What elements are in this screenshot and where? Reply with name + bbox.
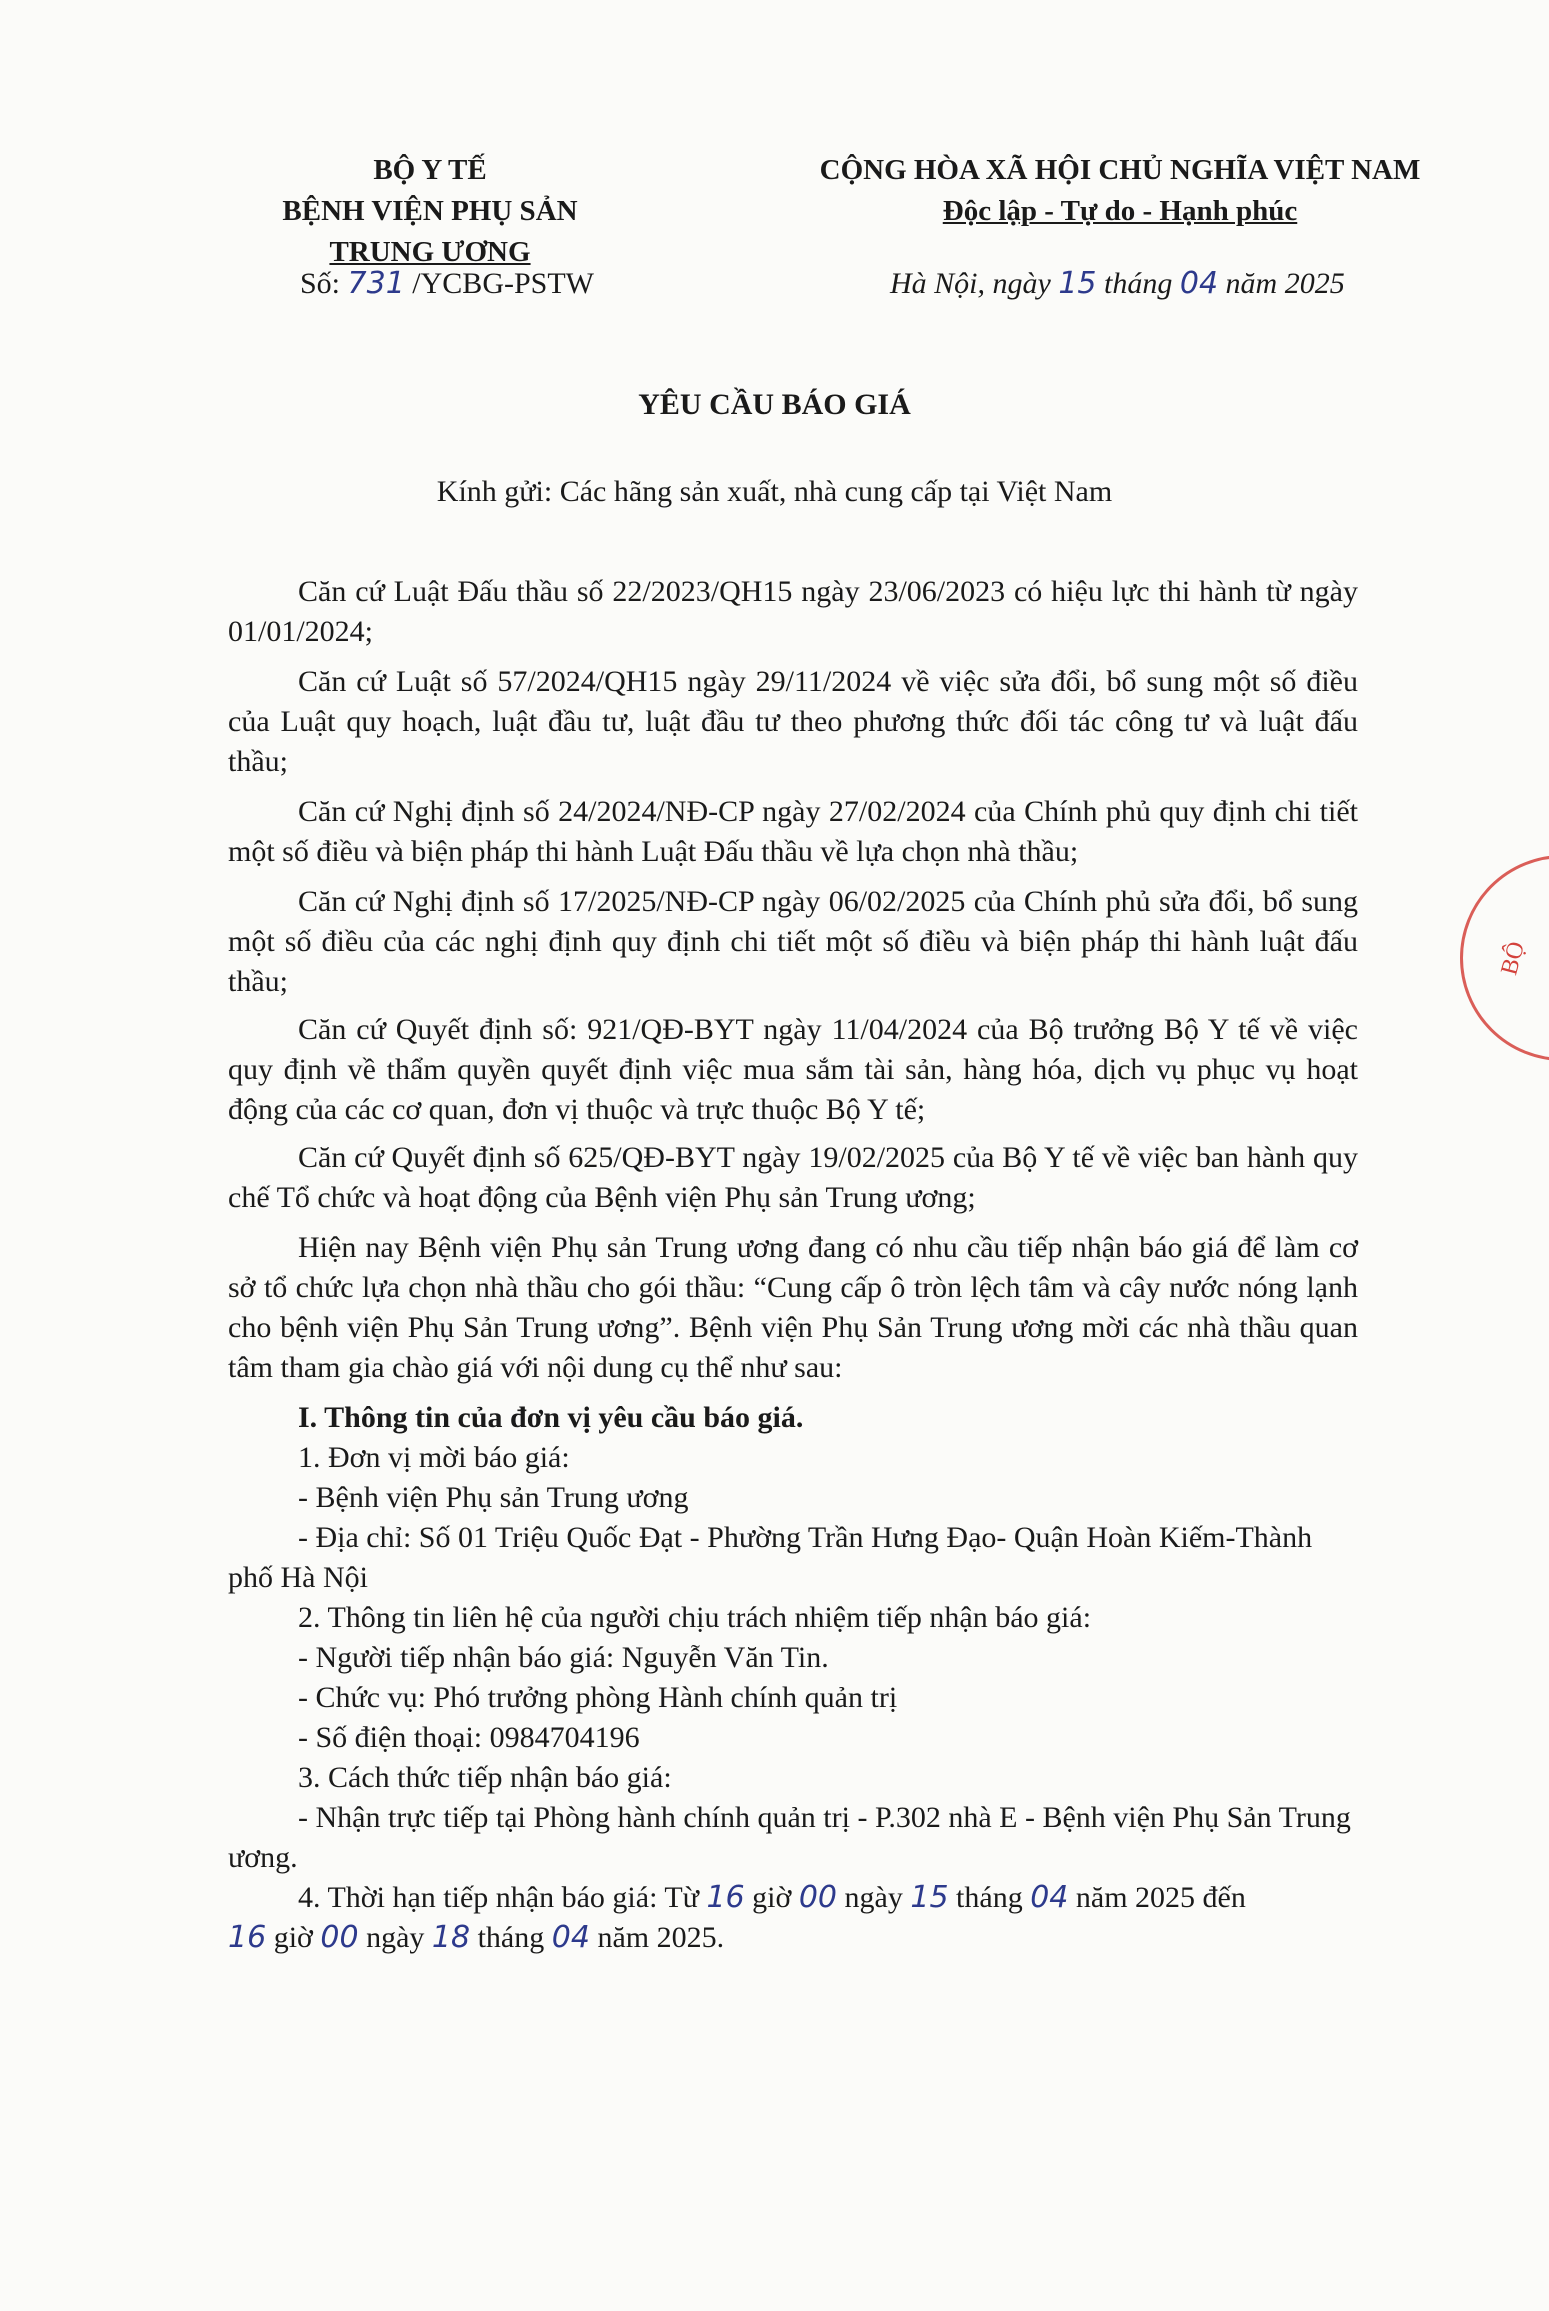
date-place: Hà Nội, ngày xyxy=(890,267,1051,300)
ref-suffix: /YCBG-PSTW xyxy=(412,267,594,300)
legal-basis-paragraph: Căn cứ Luật số 57/2024/QH15 ngày 29/11/2024 về việc sửa đổi, bổ sung một số điều của Luật quy hoạch, luật đầu tư, luật đầu tư theo phương thức đối tác công tư và luật đấu thầu; xyxy=(228,665,1358,778)
list-item: 3. Cách thức tiếp nhận báo giá: xyxy=(298,1761,672,1794)
issuer-header xyxy=(230,150,630,273)
deadline-thang-label: tháng xyxy=(956,1881,1023,1914)
date-month: 04 xyxy=(1179,266,1219,301)
legal-basis-paragraph: Căn cứ Nghị định số 17/2025/NĐ-CP ngày 06/02/2025 của Chính phủ sửa đổi, bổ sung một số điều của các nghị định quy định chi tiết một số điều và biện pháp thi hành luật đấu thầu; xyxy=(228,885,1358,998)
deadline-from-day: 15 xyxy=(910,1880,949,1915)
section-heading: I. Thông tin của đơn vị yêu cầu báo giá. xyxy=(298,1401,804,1434)
list-item: - Số điện thoại: 0984704196 xyxy=(298,1721,640,1754)
greeting: Kính gửi: Các hãng sản xuất, nhà cung cấp tại Việt Nam xyxy=(436,475,1113,508)
deadline-to-month: 04 xyxy=(551,1920,590,1955)
document-reference xyxy=(300,266,594,301)
list-item: - Người tiếp nhận báo giá: Nguyễn Văn Tin. xyxy=(298,1641,829,1674)
list-item: 1. Đơn vị mời báo giá: xyxy=(298,1441,570,1474)
list-item: 2. Thông tin liên hệ của người chịu trách nhiệm tiếp nhận báo giá: xyxy=(298,1601,1092,1634)
list-item: - Nhận trực tiếp tại Phòng hành chính quản trị - P.302 nhà E - Bệnh viện Phụ Sản Trung ương. xyxy=(228,1801,1351,1874)
hospital-name-line2: TRUNG ƯƠNG xyxy=(329,236,531,268)
deadline-from-hour: 16 xyxy=(706,1880,745,1915)
deadline-gio-label: giờ xyxy=(752,1881,792,1914)
date-year: năm 2025 xyxy=(1225,267,1345,300)
date-day: 15 xyxy=(1058,266,1097,301)
deadline-from-minute: 00 xyxy=(798,1880,838,1915)
deadline-gio-label: giờ xyxy=(273,1921,313,1954)
deadline-to-minute: 00 xyxy=(320,1920,359,1955)
invitation-paragraph: Hiện nay Bệnh viện Phụ sản Trung ương đang có nhu cầu tiếp nhận báo giá để làm cơ sở tổ chức lựa chọn nhà thầu cho gói thầu: “Cung cấp ô tròn lệch tâm và cây nước nóng lạnh cho bệnh viện Phụ Sản Trung ương”. Bệnh viện Phụ Sản Trung ương mời các nhà thầu quan tâm tham gia chào giá với nội dung cụ thể như sau: xyxy=(228,1231,1358,1384)
deadline-ngay-label: ngày xyxy=(366,1921,425,1954)
deadline-line-end xyxy=(228,1918,1358,1958)
list-item: - Bệnh viện Phụ sản Trung ương xyxy=(298,1481,689,1514)
list-item: - Địa chỉ: Số 01 Triệu Quốc Đạt - Phường Trần Hưng Đạo- Quận Hoàn Kiếm-Thành phố Hà Nội xyxy=(228,1521,1313,1594)
deadline-to-day: 18 xyxy=(431,1920,471,1955)
deadline-to-hour: 16 xyxy=(228,1920,267,1955)
ref-prefix: Số: xyxy=(300,267,341,300)
legal-basis-paragraph: Căn cứ Nghị định số 24/2024/NĐ-CP ngày 27/02/2024 của Chính phủ quy định chi tiết một số điều và biện pháp thi hành Luật Đấu thầu về lựa chọn nhà thầu; xyxy=(228,795,1358,868)
ref-number-handwritten: 731 xyxy=(347,266,405,301)
document-date xyxy=(890,266,1345,301)
hospital-name-line1: BỆNH VIỆN PHỤ SẢN xyxy=(282,195,578,227)
legal-basis-paragraph: Căn cứ Luật Đấu thầu số 22/2023/QH15 ngày 23/06/2023 có hiệu lực thi hành từ ngày 01/01/2024; xyxy=(228,575,1358,648)
deadline-from-year: năm 2025 đến xyxy=(1075,1881,1246,1914)
document-title: YÊU CẦU BÁO GIÁ xyxy=(638,388,911,421)
deadline-thang-label: tháng xyxy=(477,1921,545,1954)
deadline-line xyxy=(228,1878,1358,1918)
deadline-prefix: 4. Thời hạn tiếp nhận báo giá: Từ xyxy=(298,1881,699,1914)
national-motto: Độc lập - Tự do - Hạnh phúc xyxy=(942,195,1298,227)
deadline-to-year: năm 2025. xyxy=(597,1921,725,1954)
deadline-from-month: 04 xyxy=(1030,1880,1069,1915)
legal-basis-paragraph: Căn cứ Quyết định số 625/QĐ-BYT ngày 19/02/2025 của Bộ Y tế về việc ban hành quy chế Tổ chức và hoạt động của Bệnh viện Phụ sản Trung ương; xyxy=(228,1141,1358,1214)
list-item: - Chức vụ: Phó trưởng phòng Hành chính quản trị xyxy=(298,1681,898,1714)
deadline-ngay-label: ngày xyxy=(844,1881,903,1914)
date-month-label: tháng xyxy=(1104,267,1173,300)
seal-text: BỘ xyxy=(1496,938,1531,978)
ministry-name: BỘ Y TẾ xyxy=(373,154,487,186)
legal-basis-paragraph: Căn cứ Quyết định số: 921/QĐ-BYT ngày 11/04/2024 của Bộ trưởng Bộ Y tế về việc quy định về thẩm quyền quyết định việc mua sắm tài sản, hàng hóa, dịch vụ phục vụ hoạt động của các cơ quan, đơn vị thuộc và trực thuộc Bộ Y tế; xyxy=(228,1013,1358,1126)
national-header xyxy=(790,150,1450,232)
country-name: CỘNG HÒA XÃ HỘI CHỦ NGHĨA VIỆT NAM xyxy=(819,154,1421,186)
